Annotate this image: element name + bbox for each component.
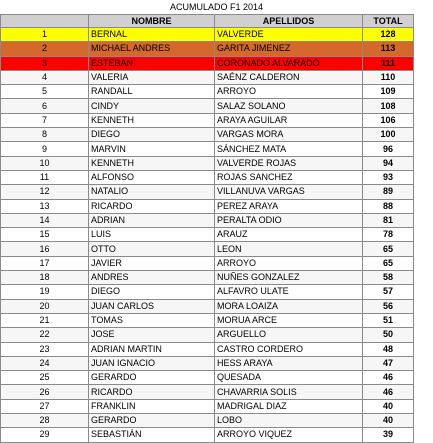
table-row (1, 356, 414, 370)
position-cell[interactable]: 6 (1, 99, 89, 113)
total-cell[interactable]: 40 (363, 414, 414, 428)
table-row (1, 185, 414, 199)
nombre-cell[interactable]: LUIS (89, 228, 215, 242)
apellidos-cell[interactable]: MORUA ARCE (215, 313, 363, 327)
position-cell[interactable]: 4 (1, 70, 89, 84)
table-row (1, 70, 414, 84)
position-cell[interactable]: 5 (1, 85, 89, 99)
table-row (1, 28, 414, 42)
nombre-cell[interactable]: GERARDO (89, 414, 215, 428)
nombre-cell[interactable]: ANDRES (89, 271, 215, 285)
position-cell[interactable]: 20 (1, 299, 89, 313)
nombre-cell[interactable]: JUAN CARLOS (89, 299, 215, 313)
position-cell[interactable]: 25 (1, 371, 89, 385)
apellidos-cell[interactable]: QUESADA (215, 371, 363, 385)
apellidos-cell[interactable]: CORONADO ALVARADO (215, 56, 363, 70)
position-cell[interactable]: 16 (1, 242, 89, 256)
apellidos-cell[interactable]: SAÉNZ CALDERON (215, 70, 363, 84)
position-cell[interactable]: 10 (1, 156, 89, 170)
position-cell[interactable]: 13 (1, 199, 89, 213)
total-cell[interactable]: 56 (363, 299, 414, 313)
table-row (1, 242, 414, 256)
header-position (1, 15, 89, 28)
position-cell[interactable]: 18 (1, 271, 89, 285)
position-cell[interactable]: 12 (1, 185, 89, 199)
nombre-cell[interactable]: KENNETH (89, 156, 215, 170)
nombre-cell[interactable]: DIEGO (89, 128, 215, 142)
nombre-cell[interactable]: BERNAL (89, 28, 215, 42)
apellidos-cell[interactable]: CASTRO CORDERO (215, 342, 363, 356)
total-cell[interactable]: 113 (363, 42, 414, 56)
total-cell[interactable]: 108 (363, 99, 414, 113)
table-body (1, 28, 414, 443)
nombre-cell[interactable]: ALFONSO (89, 170, 215, 184)
nombre-cell[interactable]: RANDALL (89, 85, 215, 99)
table-row (1, 128, 414, 142)
position-cell[interactable]: 9 (1, 142, 89, 156)
apellidos-cell[interactable]: PERALTA ODIO (215, 213, 363, 227)
total-cell[interactable]: 78 (363, 228, 414, 242)
total-cell[interactable]: 39 (363, 428, 414, 442)
nombre-cell[interactable]: MICHAEL ANDRES (89, 42, 215, 56)
table-row (1, 42, 414, 56)
position-cell[interactable]: 23 (1, 342, 89, 356)
position-cell[interactable]: 21 (1, 313, 89, 327)
position-cell[interactable]: 26 (1, 385, 89, 399)
total-cell[interactable]: 89 (363, 185, 414, 199)
table-row (1, 399, 414, 413)
position-cell[interactable]: 15 (1, 228, 89, 242)
total-cell[interactable]: 40 (363, 399, 414, 413)
table-row (1, 328, 414, 342)
total-cell[interactable]: 93 (363, 170, 414, 184)
apellidos-cell[interactable]: ARROYO VIQUEZ (215, 428, 363, 442)
table-row (1, 213, 414, 227)
position-cell[interactable]: 11 (1, 170, 89, 184)
total-cell[interactable]: 57 (363, 285, 414, 299)
position-cell[interactable]: 2 (1, 42, 89, 56)
table-row (1, 85, 414, 99)
table-row (1, 156, 414, 170)
position-cell[interactable]: 22 (1, 328, 89, 342)
apellidos-cell[interactable]: LOBO (215, 414, 363, 428)
table-row (1, 113, 414, 127)
nombre-cell[interactable]: GERARDO (89, 371, 215, 385)
standings-table (0, 14, 414, 443)
apellidos-cell[interactable]: ARROYO (215, 85, 363, 99)
table-row (1, 99, 414, 113)
table-row (1, 414, 414, 428)
total-cell[interactable]: 109 (363, 85, 414, 99)
nombre-cell[interactable]: OTTO (89, 242, 215, 256)
nombre-cell[interactable]: CINDY (89, 99, 215, 113)
table-row (1, 228, 414, 242)
table-row (1, 428, 414, 442)
total-cell[interactable]: 48 (363, 342, 414, 356)
total-cell[interactable]: 65 (363, 242, 414, 256)
apellidos-cell[interactable]: ARGUELLO (215, 328, 363, 342)
position-cell[interactable]: 1 (1, 28, 89, 42)
total-cell[interactable]: 46 (363, 371, 414, 385)
table-row (1, 256, 414, 270)
table-row (1, 342, 414, 356)
nombre-cell[interactable]: JUAN IGNACIO (89, 356, 215, 370)
position-cell[interactable]: 19 (1, 285, 89, 299)
table-row (1, 271, 414, 285)
position-cell[interactable]: 8 (1, 128, 89, 142)
nombre-cell[interactable]: KENNETH (89, 113, 215, 127)
header-nombre: NOMBRE (89, 15, 215, 28)
table-row (1, 199, 414, 213)
apellidos-cell[interactable]: LEON (215, 242, 363, 256)
sheet-title: ACUMULADO F1 2014 (169, 2, 264, 12)
nombre-cell[interactable]: MARVIN (89, 142, 215, 156)
apellidos-cell[interactable]: ALFAVRO ULATE (215, 285, 363, 299)
nombre-cell[interactable]: SEBASTIÁN (89, 428, 215, 442)
apellidos-cell[interactable]: GARITA JIMENEZ (215, 42, 363, 56)
position-cell[interactable]: 29 (1, 428, 89, 442)
position-cell[interactable]: 24 (1, 356, 89, 370)
nombre-cell[interactable]: JOSE (89, 328, 215, 342)
apellidos-cell[interactable]: VALVERDE ROJAS (215, 156, 363, 170)
total-cell[interactable]: 46 (363, 385, 414, 399)
total-cell[interactable]: 47 (363, 356, 414, 370)
table-row (1, 371, 414, 385)
apellidos-cell[interactable]: VILLANUVA VARGAS (215, 185, 363, 199)
apellidos-cell[interactable]: VARGAS MORA (215, 128, 363, 142)
nombre-cell[interactable]: NATALIO (89, 185, 215, 199)
table-row (1, 299, 414, 313)
apellidos-cell[interactable]: SÁNCHEZ MATA (215, 142, 363, 156)
position-cell[interactable]: 17 (1, 256, 89, 270)
header-apellidos: APELLIDOS (215, 15, 363, 28)
total-cell[interactable]: 51 (363, 313, 414, 327)
apellidos-cell[interactable]: PEREZ ARAYA (215, 199, 363, 213)
total-cell[interactable]: 100 (363, 128, 414, 142)
total-cell[interactable]: 65 (363, 256, 414, 270)
total-cell[interactable]: 96 (363, 142, 414, 156)
table-row (1, 385, 414, 399)
apellidos-cell[interactable]: CHAVARRIA SOLIS (215, 385, 363, 399)
position-cell[interactable]: 3 (1, 56, 89, 70)
nombre-cell[interactable]: ESTEBAN (89, 56, 215, 70)
position-cell[interactable]: 7 (1, 113, 89, 127)
header-row (1, 15, 414, 28)
nombre-cell[interactable]: ADRIAN (89, 213, 215, 227)
nombre-cell[interactable]: FRANKLIN (89, 399, 215, 413)
table-row (1, 56, 414, 70)
position-cell[interactable]: 14 (1, 213, 89, 227)
total-cell[interactable]: 110 (363, 70, 414, 84)
total-cell[interactable]: 94 (363, 156, 414, 170)
apellidos-cell[interactable]: ARAUZ (215, 228, 363, 242)
total-cell[interactable]: 111 (363, 56, 414, 70)
apellidos-cell[interactable]: NUÑES GONZALEZ (215, 271, 363, 285)
table-row (1, 285, 414, 299)
table-row (1, 313, 414, 327)
apellidos-cell[interactable]: ROJAS SANCHEZ (215, 170, 363, 184)
total-cell[interactable]: 106 (363, 113, 414, 127)
table-row (1, 170, 414, 184)
total-cell[interactable]: 81 (363, 213, 414, 227)
header-total: TOTAL (363, 15, 414, 28)
total-cell[interactable]: 88 (363, 199, 414, 213)
position-cell[interactable]: 27 (1, 399, 89, 413)
nombre-cell[interactable]: RICARDO (89, 385, 215, 399)
apellidos-cell[interactable]: MADRIGAL DIAZ (215, 399, 363, 413)
nombre-cell[interactable]: VALERIA (89, 70, 215, 84)
apellidos-cell[interactable]: ARAYA AGUILAR (215, 113, 363, 127)
nombre-cell[interactable]: TOMAS (89, 313, 215, 327)
nombre-cell[interactable]: DIEGO (89, 285, 215, 299)
nombre-cell[interactable]: ADRIAN MARTIN (89, 342, 215, 356)
total-cell[interactable]: 58 (363, 271, 414, 285)
apellidos-cell[interactable]: ARROYO (215, 256, 363, 270)
apellidos-cell[interactable]: VALVERDE (215, 28, 363, 42)
apellidos-cell[interactable]: HESS ARAYA (215, 356, 363, 370)
apellidos-cell[interactable]: SALAZ SOLANO (215, 99, 363, 113)
total-cell[interactable]: 128 (363, 28, 414, 42)
nombre-cell[interactable]: RICARDO (89, 199, 215, 213)
total-cell[interactable]: 50 (363, 328, 414, 342)
table-row (1, 142, 414, 156)
position-cell[interactable]: 28 (1, 414, 89, 428)
apellidos-cell[interactable]: MORA LOAIZA (215, 299, 363, 313)
nombre-cell[interactable]: JAVIER (89, 256, 215, 270)
